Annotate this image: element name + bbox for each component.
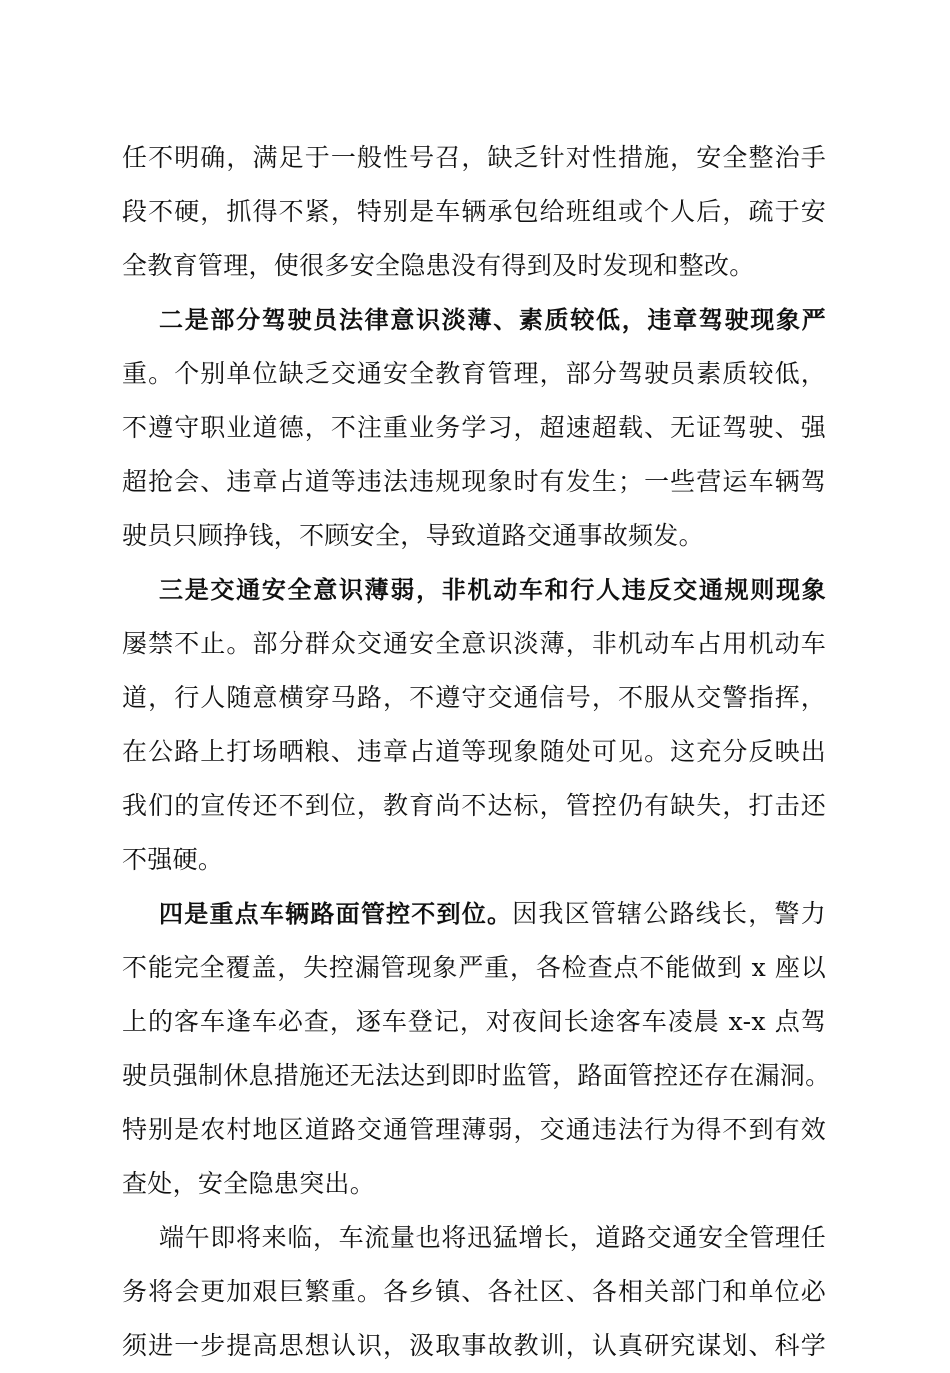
text-line: 驶员强制休息措施还无法达到即时监管，路面管控还存在漏洞。: [122, 1061, 831, 1090]
text-line: 查处，安全隐患突出。: [122, 1169, 376, 1198]
text-line: 任不明确，满足于一般性号召，缺乏针对性措施，安全整治手: [122, 143, 826, 172]
text-line: 不强硬。: [122, 845, 224, 874]
paragraph-3: [122, 563, 826, 887]
text-line: 不遵守职业道德，不注重业务学习，超速超载、无证驾驶、强: [122, 413, 826, 442]
text-line: 上的客车逢车必查，逐车登记，对夜间长途客车凌晨 x-x 点驾: [122, 1007, 826, 1036]
text-line: 屡禁不止。部分群众交通安全意识淡薄，非机动车占用机动车: [122, 629, 826, 658]
heading-text: 二是部分驾驶员法律意识淡薄、素质较低，违章驾驶现象严: [159, 306, 826, 334]
paragraph-2: [122, 293, 826, 563]
paragraph-heading: [122, 887, 826, 941]
paragraph-heading: [122, 563, 826, 617]
text-line: 须进一步提高思想认识，汲取事故教训，认真研究谋划、科学: [122, 1331, 826, 1360]
text-line: 超抢会、违章占道等违法违规现象时有发生；一些营运车辆驾: [122, 467, 826, 496]
heading-text: 四是重点车辆路面管控不到位。: [159, 900, 513, 928]
heading-text: 三是交通安全意识薄弱，非机动车和行人违反交通规则现象: [159, 576, 826, 604]
text-line: 特别是农村地区道路交通管理薄弱，交通违法行为得不到有效: [122, 1115, 826, 1144]
paragraph-1: [122, 131, 826, 293]
text-line: 务将会更加艰巨繁重。各乡镇、各社区、各相关部门和单位必: [122, 1277, 826, 1306]
text-line: 在公路上打场晒粮、违章占道等现象随处可见。这充分反映出: [122, 737, 826, 766]
paragraph-5: [122, 1211, 826, 1373]
paragraph-heading: [122, 293, 826, 347]
text-line: 不能完全覆盖，失控漏管现象严重，各检查点不能做到 x 座以: [122, 953, 826, 982]
text-line: 重。个别单位缺乏交通安全教育管理，部分驾驶员素质较低，: [122, 359, 826, 388]
body-text: [122, 131, 831, 1373]
text-line: 我们的宣传还不到位，教育尚不达标，管控仍有缺失，打击还: [122, 791, 826, 820]
text-line: 全教育管理，使很多安全隐患没有得到及时发现和整改。: [122, 251, 755, 280]
text-line: 道，行人随意横穿马路，不遵守交通信号，不服从交警指挥，: [122, 683, 826, 712]
paragraph-4: [122, 887, 831, 1211]
text-line: 端午即将来临，车流量也将迅猛增长，道路交通安全管理任: [159, 1223, 826, 1252]
text-line: 段不硬，抓得不紧，特别是车辆承包给班组或个人后，疏于安: [122, 197, 826, 226]
heading-rest-text: 因我区管辖公路线长，警力: [512, 899, 826, 928]
text-line: 驶员只顾挣钱，不顾安全，导致道路交通事故频发。: [122, 521, 704, 550]
